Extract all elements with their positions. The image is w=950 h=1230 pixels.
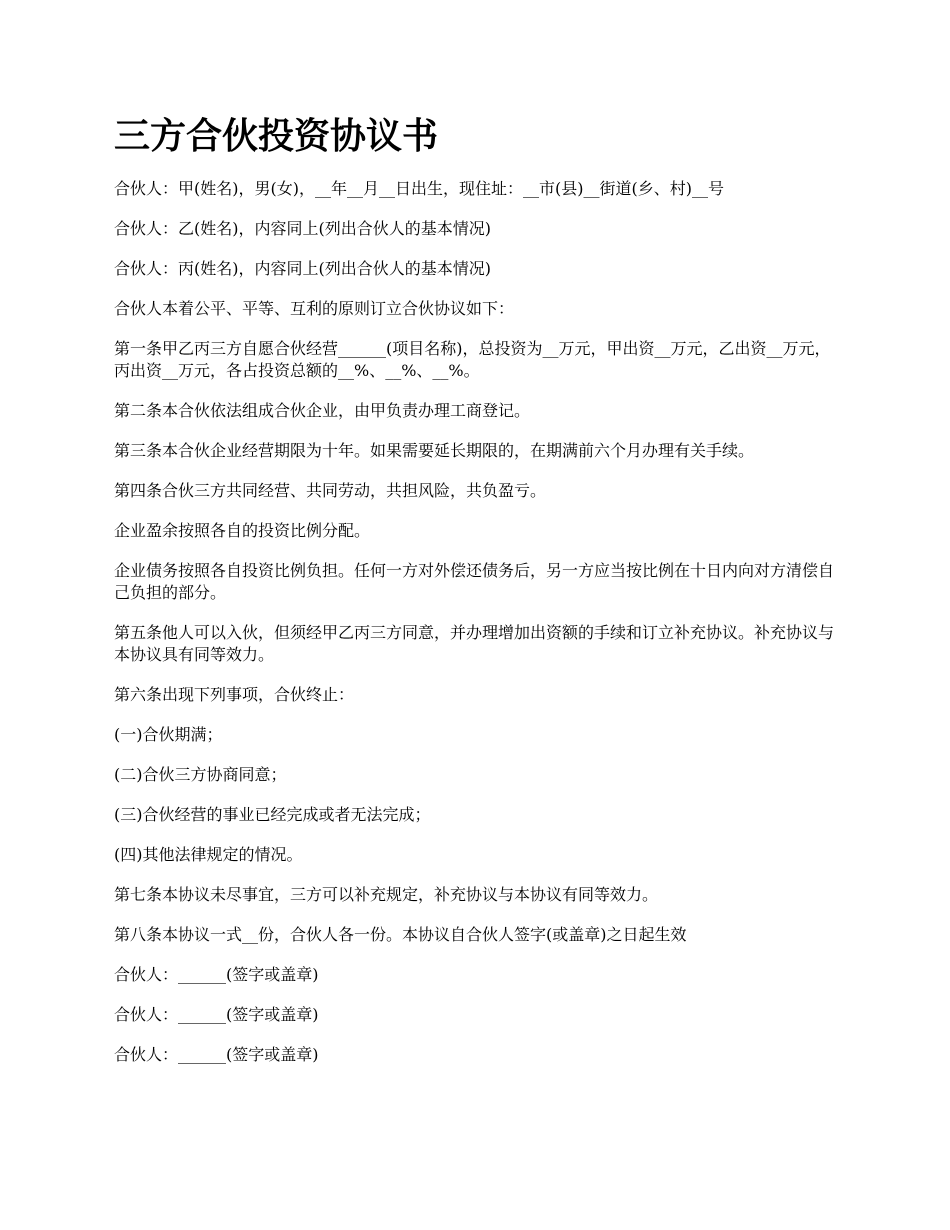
article-4: 第四条合伙三方共同经营、共同劳动，共担风险，共负盈亏。 (114, 481, 547, 500)
article-8: 第八条本协议一式__份，合伙人各一份。本协议自合伙人签字(或盖章)之日起生效 (114, 925, 687, 944)
article-7: 第七条本协议未尽事宜，三方可以补充规定，补充协议与本协议有同等效力。 (114, 885, 659, 904)
debt-liability: 企业债务按照各自投资比例负担。任何一方对外偿还债务后，另一方应当按比例在十日内向对方清偿自己负担的部分。 (114, 561, 835, 602)
document-page (114, 112, 844, 1084)
signature-line-1: 合伙人：______(签字或盖章) (114, 965, 319, 984)
partner-b-info: 合伙人：乙(姓名)，内容同上(列出合伙人的基本情况) (114, 219, 491, 238)
partner-c-info: 合伙人：丙(姓名)，内容同上(列出合伙人的基本情况) (114, 259, 491, 278)
article-6: 第六条出现下列事项，合伙终止： (114, 685, 355, 704)
article-2: 第二条本合伙依法组成合伙企业，由甲负责办理工商登记。 (114, 401, 531, 420)
signature-line-2: 合伙人：______(签字或盖章) (114, 1005, 319, 1024)
profit-distribution: 企业盈余按照各自的投资比例分配。 (114, 521, 371, 540)
document-title: 三方合伙投资协议书 (114, 115, 439, 157)
termination-item-3: (三)合伙经营的事业已经完成或者无法完成； (114, 805, 431, 824)
termination-item-1: (一)合伙期满； (114, 725, 223, 744)
article-1: 第一条甲乙丙三方自愿合伙经营______(项目名称)，总投资为__万元，甲出资__万元，乙出资__万元，丙出资__万元，各占投资总额的__%、__%、__%。 (114, 339, 831, 380)
article-3: 第三条本合伙企业经营期限为十年。如果需要延长期限的，在期满前六个月办理有关手续。 (114, 441, 755, 460)
article-5: 第五条他人可以入伙，但须经甲乙丙三方同意，并办理增加出资额的手续和订立补充协议。补充协议与本协议具有同等效力。 (114, 623, 835, 664)
partner-a-info: 合伙人：甲(姓名)，男(女)，__年__月__日出生，现住址：__市(县)__街道(乡、村)__号 (114, 179, 724, 198)
signature-line-3: 合伙人：______(签字或盖章) (114, 1045, 319, 1064)
termination-item-2: (二)合伙三方协商同意； (114, 765, 287, 784)
preamble: 合伙人本着公平、平等、互利的原则订立合伙协议如下： (114, 299, 515, 318)
termination-item-4: (四)其他法律规定的情况。 (114, 845, 303, 864)
